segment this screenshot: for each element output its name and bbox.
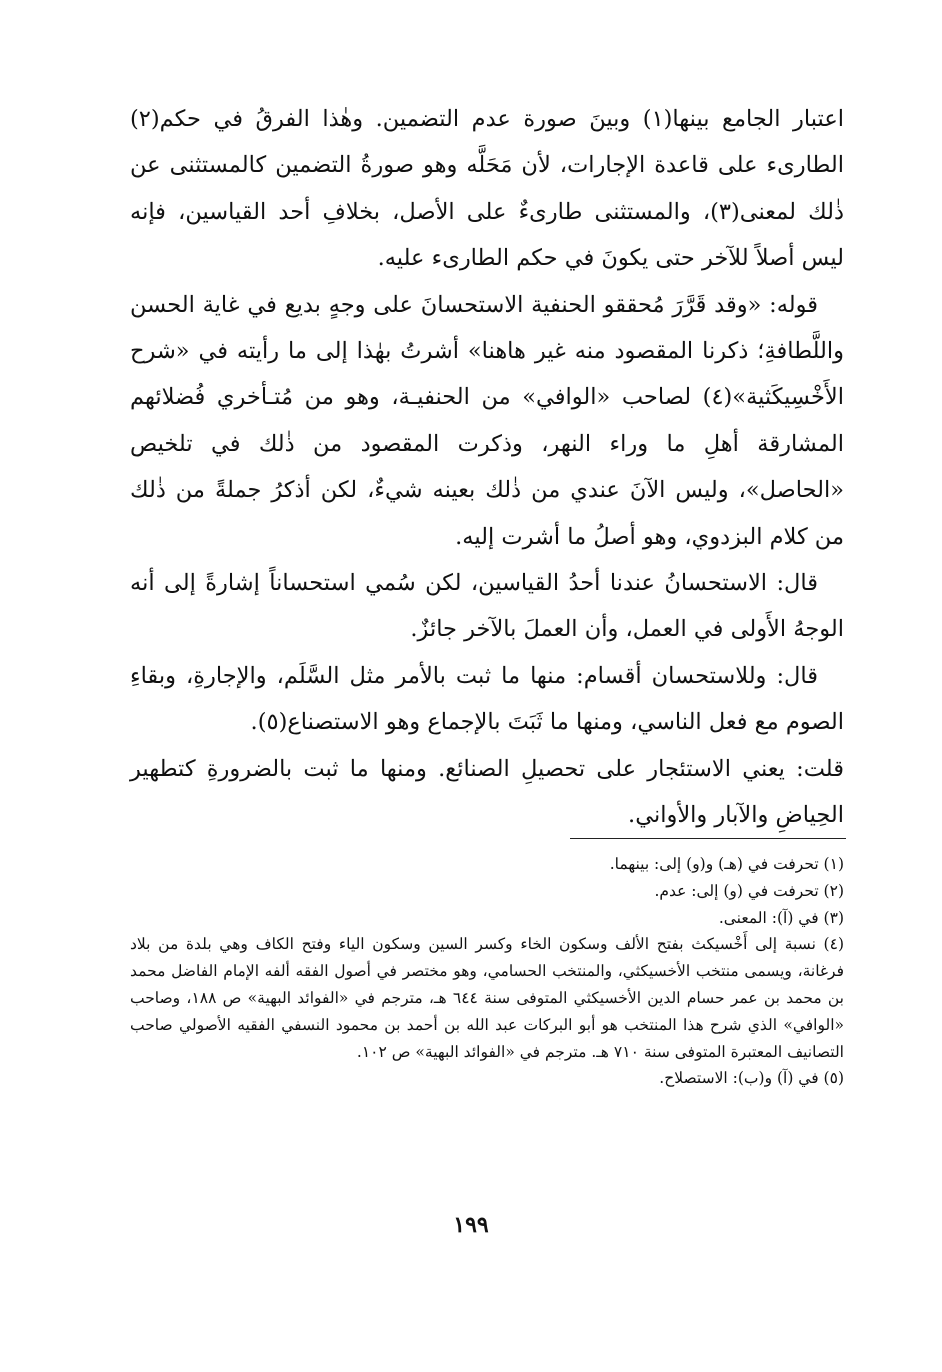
footnote-2: (٢) تحرفت في (و) إلى: عدم. <box>654 881 844 900</box>
paragraph-2: قوله: «وقد قَرَّرَ مُحققو الحنفية الاستحسانَ على وجهٍ بديع في غاية الحسن واللَّطافةِ؛ ذكرنا المقصود منه غير هاهنا» أشرتُ بهٰذا إلى ما رأيته في «شرح الأَخْسِيكَثية»(٤) لصاحب «الوافي» من الحنفيـة، وهو من مُتـأخري فُضلائهم المشارقة أهلِ ما وراء النهر، وذكرت المقصود من ذٰلك في تلخيص «الحاصل»، وليس الآنَ عندي من ذٰلك بعينه شيءٌ، لكن أذكرُ جملةً من ذٰلك من كلام البزدوي، وهو أصلُ ما أشرت إليه. <box>130 291 844 550</box>
paragraph-3: قال: الاستحسانُ عندنا أحدُ القياسين، لكن سُمي استحساناً إشارةً إلى أنه الوجهُ الأَولى في العمل، وأن العملَ بالآخر جائزٌ. <box>130 570 844 643</box>
footnote-5: (٥) في (آ) و(ب): الاستصلاح. <box>659 1069 844 1088</box>
main-text <box>130 96 844 839</box>
footnote-4: (٤) نسبة إلى أَخْسيكث بفتح الألف وسكون الخاء وكسر السين وسكون الياء وفتح الكاف وهي بلدة من بلاد فرغانة، ويسمى منتخب الأخسيكثي، والمنتخب الحسامي، وهو مختصر في أصول الفقه ألفه الإمام الفاضل محمد بن محمد بن عمر حسام الدين الأخسيكثي المتوفى سنة ٦٤٤ هـ، مترجم في «الفوائد البهية» ص ١٨٨، وصاحب «الوافي» الذي شرح هذا المنتخب هو أبو البركات عبد الله بن أحمد بن محمود النسفي الفقيه الأصولي صاحب التصانيف المعتبرة المتوفى سنة ٧١٠ هـ. مترجم في «الفوائد البهية» ص ١٠٢. <box>130 935 844 1061</box>
footnote-3: (٣) في (آ): المعنى. <box>718 908 844 927</box>
paragraph-5: قلت: يعني الاستئجار على تحصيلِ الصنائع. ومنها ما ثبت بالضرورةِ كتطهير الحِياضِ والآبار والأواني. <box>130 755 844 829</box>
footnote-separator <box>570 838 846 839</box>
footnote-1: (١) تحرفت في (هـ) و(و) إلى: بينهما. <box>609 855 844 873</box>
paragraph-1: اعتبار الجامع بينها(١) وبينَ صورة عدم التضمين. وهٰذا الفرقُ في حكم(٢) الطارىء على قاعدة الإجارات، لأن مَحَلَّه وهو صورةُ التضمين كالمستثنى عن ذٰلك لمعنى(٣)، والمستثنى طارىءٌ على الأصل، بخلافِ أحد القياسين، فإنه ليس أصلاً للآخر حتى يكونَ في حكم الطارىء عليه. <box>130 106 845 272</box>
paragraph-4: قال: وللاستحسان أقسام: منها ما ثبت بالأمر مثل السَّلَم، والإجارةِ، وبقاءِ الصوم مع فعل الناسي، ومنها ما ثَبَتَ بالإجماع وهو الاستصناع(٥). <box>130 662 844 736</box>
page-number: ١٩٩ <box>453 1212 489 1238</box>
footnotes <box>130 851 844 1092</box>
